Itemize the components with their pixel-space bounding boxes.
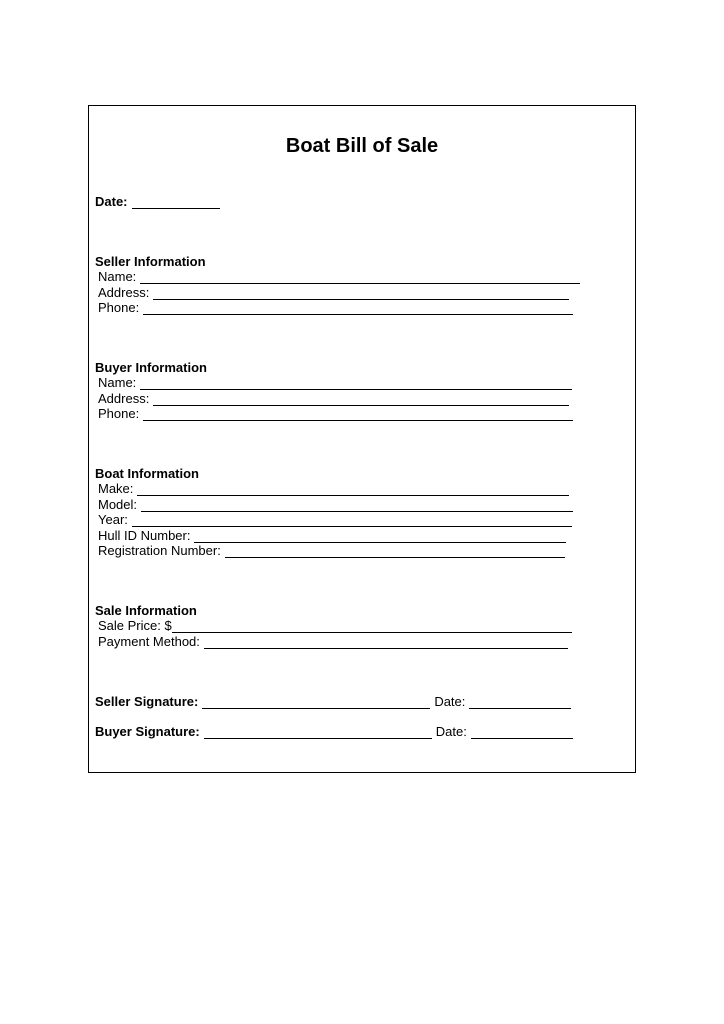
buyer-phone-field[interactable]	[143, 407, 573, 421]
sale-heading: Sale Information	[95, 603, 197, 618]
buyer-address-row	[98, 391, 569, 406]
buyer-address-field[interactable]	[153, 392, 569, 406]
seller-signature-label: Seller Signature:	[95, 694, 199, 709]
seller-name-label: Name:	[98, 269, 137, 284]
sale-price-label: Sale Price: $	[98, 618, 172, 633]
seller-phone-label: Phone:	[98, 300, 140, 315]
boat-registration-row	[98, 543, 565, 558]
seller-signature-field[interactable]	[202, 695, 430, 709]
payment-method-row	[98, 634, 568, 649]
boat-year-label: Year:	[98, 512, 128, 527]
buyer-signature-date-field[interactable]	[471, 725, 573, 739]
boat-model-row	[98, 497, 573, 512]
buyer-signature-field[interactable]	[204, 725, 432, 739]
seller-signature-date-field[interactable]	[469, 695, 571, 709]
buyer-phone-label: Phone:	[98, 406, 140, 421]
buyer-phone-row	[98, 406, 573, 421]
seller-phone-row	[98, 300, 573, 315]
seller-phone-field[interactable]	[143, 301, 573, 315]
boat-make-label: Make:	[98, 481, 134, 496]
boat-hull-id-row	[98, 528, 566, 543]
seller-heading: Seller Information	[95, 254, 206, 269]
buyer-signature-date-label: Date:	[435, 724, 467, 739]
boat-heading: Boat Information	[95, 466, 199, 481]
boat-model-field[interactable]	[141, 498, 573, 512]
buyer-signature-label: Buyer Signature:	[95, 724, 200, 739]
boat-make-field[interactable]	[137, 482, 569, 496]
buyer-heading: Buyer Information	[95, 360, 207, 375]
sale-price-row	[98, 618, 572, 633]
date-field[interactable]	[132, 195, 220, 209]
date-row	[95, 194, 220, 209]
seller-signature-date-label: Date:	[434, 694, 466, 709]
boat-registration-field[interactable]	[225, 544, 565, 558]
boat-hull-id-label: Hull ID Number:	[98, 528, 191, 543]
seller-address-field[interactable]	[153, 286, 569, 300]
boat-year-field[interactable]	[132, 513, 572, 527]
page-title: Boat Bill of Sale	[285, 135, 439, 157]
payment-method-field[interactable]	[204, 635, 568, 649]
buyer-signature-row	[95, 724, 573, 739]
boat-model-label: Model:	[98, 497, 138, 512]
seller-name-field[interactable]	[140, 270, 580, 284]
seller-address-label: Address:	[98, 285, 150, 300]
payment-method-label: Payment Method:	[98, 634, 200, 649]
boat-hull-id-field[interactable]	[194, 529, 566, 543]
date-label: Date:	[95, 194, 128, 209]
buyer-name-label: Name:	[98, 375, 137, 390]
seller-name-row	[98, 269, 580, 284]
boat-registration-label: Registration Number:	[98, 543, 221, 558]
buyer-address-label: Address:	[98, 391, 150, 406]
boat-make-row	[98, 481, 569, 496]
buyer-name-row	[98, 375, 572, 390]
sale-price-field[interactable]	[172, 619, 572, 633]
seller-address-row	[98, 285, 569, 300]
buyer-name-field[interactable]	[140, 376, 572, 390]
boat-year-row	[98, 512, 572, 527]
seller-signature-row	[95, 694, 571, 709]
